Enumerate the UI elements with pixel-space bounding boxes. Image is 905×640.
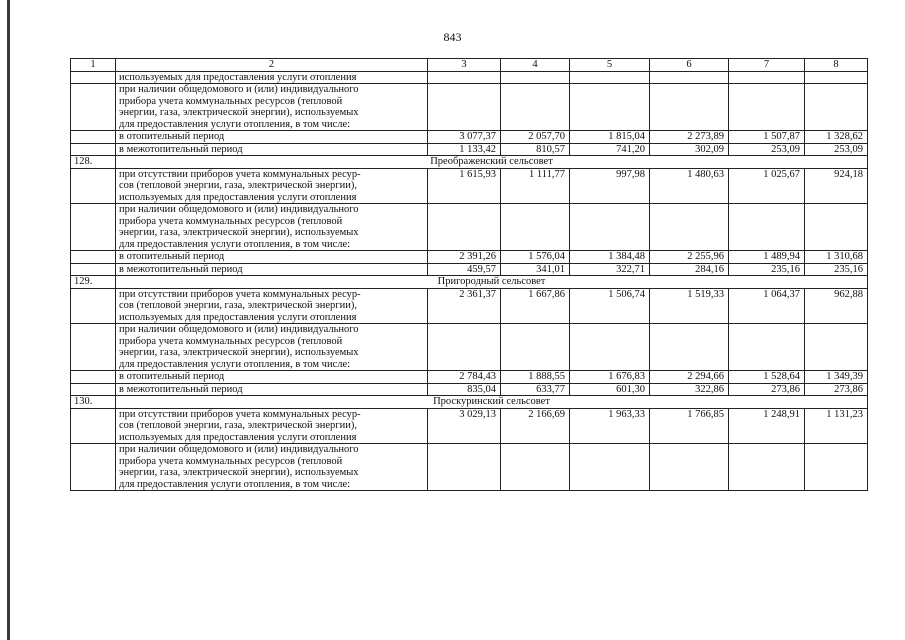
value-cell (428, 444, 501, 491)
value-cell: 1 025,67 (729, 168, 805, 204)
value-cell: 924,18 (805, 168, 868, 204)
value-cell: 273,86 (805, 383, 868, 396)
value-cell: 2 057,70 (501, 131, 570, 144)
value-cell: 2 273,89 (650, 131, 729, 144)
col-header-5: 5 (570, 59, 650, 72)
value-cell: 322,71 (570, 263, 650, 276)
table-body (71, 59, 868, 491)
value-cell: 1 576,04 (501, 251, 570, 264)
section-title: Преображенский сельсовет (116, 156, 868, 169)
value-cell: 1 615,93 (428, 168, 501, 204)
row-description: при наличии общедомового и (или) индивидуального прибора учета коммунальных ресурсов (тепловой энергии, газа, электрической энергии), используемых для предоставления услуги отопления, в том числе: (116, 84, 428, 131)
value-cell: 341,01 (501, 263, 570, 276)
value-cell (805, 84, 868, 131)
col-header-4: 4 (501, 59, 570, 72)
row-number-cell (71, 143, 116, 156)
value-cell: 741,20 (570, 143, 650, 156)
value-cell (570, 84, 650, 131)
row-description: в отопительный период (116, 371, 428, 384)
table-row (71, 288, 868, 324)
value-cell (650, 84, 729, 131)
row-description: при отсутствии приборов учета коммунальных ресур- сов (тепловой энергии, газа, электрической энергии), используемых для предоставления услуги отопления (116, 168, 428, 204)
value-cell: 1 328,62 (805, 131, 868, 144)
table-row (71, 168, 868, 204)
value-cell (805, 444, 868, 491)
scan-left-edge (7, 0, 10, 640)
value-cell (428, 324, 501, 371)
value-cell (729, 71, 805, 84)
section-number: 129. (71, 276, 116, 289)
table-row (71, 444, 868, 491)
table-row (71, 324, 868, 371)
row-number-cell (71, 263, 116, 276)
value-cell: 1 384,48 (570, 251, 650, 264)
value-cell: 322,86 (650, 383, 729, 396)
value-cell: 997,98 (570, 168, 650, 204)
value-cell: 962,88 (805, 288, 868, 324)
value-cell (650, 324, 729, 371)
section-row (71, 396, 868, 409)
value-cell: 1 064,37 (729, 288, 805, 324)
table-row (71, 251, 868, 264)
value-cell: 1 528,64 (729, 371, 805, 384)
row-description: в межотопительный период (116, 263, 428, 276)
value-cell: 1 676,83 (570, 371, 650, 384)
row-description: в межотопительный период (116, 383, 428, 396)
value-cell (650, 444, 729, 491)
col-header-7: 7 (729, 59, 805, 72)
value-cell: 2 294,66 (650, 371, 729, 384)
value-cell (729, 444, 805, 491)
table-row (71, 408, 868, 444)
row-description: при отсутствии приборов учета коммунальных ресур- сов (тепловой энергии, газа, электрической энергии), используемых для предоставления услуги отопления (116, 408, 428, 444)
value-cell (650, 204, 729, 251)
section-title: Проскуринский сельсовет (116, 396, 868, 409)
value-cell: 1 489,94 (729, 251, 805, 264)
value-cell (501, 324, 570, 371)
value-cell: 2 166,69 (501, 408, 570, 444)
value-cell: 1 133,42 (428, 143, 501, 156)
row-number-cell (71, 71, 116, 84)
row-number-cell (71, 204, 116, 251)
row-description: при наличии общедомового и (или) индивидуального прибора учета коммунальных ресурсов (тепловой энергии, газа, электрической энергии), используемых для предоставления услуги отопления, в том числе: (116, 324, 428, 371)
value-cell (428, 71, 501, 84)
table-row (71, 371, 868, 384)
row-number-cell (71, 371, 116, 384)
row-number-cell (71, 131, 116, 144)
section-number: 128. (71, 156, 116, 169)
value-cell (729, 204, 805, 251)
row-number-cell (71, 408, 116, 444)
value-cell: 2 255,96 (650, 251, 729, 264)
value-cell: 302,09 (650, 143, 729, 156)
value-cell: 273,86 (729, 383, 805, 396)
table-row (71, 71, 868, 84)
value-cell (805, 71, 868, 84)
section-row (71, 276, 868, 289)
row-description: при наличии общедомового и (или) индивидуального прибора учета коммунальных ресурсов (тепловой энергии, газа, электрической энергии), используемых для предоставления услуги отопления, в том числе: (116, 444, 428, 491)
value-cell: 459,57 (428, 263, 501, 276)
value-cell (729, 84, 805, 131)
value-cell: 1 766,85 (650, 408, 729, 444)
value-cell (650, 71, 729, 84)
table-row (71, 84, 868, 131)
value-cell: 1 506,74 (570, 288, 650, 324)
row-number-cell (71, 168, 116, 204)
value-cell (501, 84, 570, 131)
col-header-1: 1 (71, 59, 116, 72)
value-cell: 3 077,37 (428, 131, 501, 144)
value-cell: 601,30 (570, 383, 650, 396)
value-cell: 253,09 (729, 143, 805, 156)
table-row (71, 263, 868, 276)
row-number-cell (71, 288, 116, 324)
value-cell (570, 444, 650, 491)
value-cell (428, 204, 501, 251)
value-cell: 1 888,55 (501, 371, 570, 384)
value-cell (729, 324, 805, 371)
value-cell: 1 310,68 (805, 251, 868, 264)
page-number: 843 (443, 30, 462, 44)
table-row (71, 143, 868, 156)
row-description: в межотопительный период (116, 143, 428, 156)
value-cell: 1 507,87 (729, 131, 805, 144)
value-cell: 633,77 (501, 383, 570, 396)
value-cell (501, 204, 570, 251)
value-cell: 1 519,33 (650, 288, 729, 324)
value-cell: 835,04 (428, 383, 501, 396)
col-header-8: 8 (805, 59, 868, 72)
row-description: при наличии общедомового и (или) индивидуального прибора учета коммунальных ресурсов (тепловой энергии, газа, электрической энергии), используемых для предоставления услуги отопления, в том числе: (116, 204, 428, 251)
table-row (71, 131, 868, 144)
value-cell (570, 204, 650, 251)
value-cell: 2 361,37 (428, 288, 501, 324)
value-cell: 810,57 (501, 143, 570, 156)
row-number-cell (71, 383, 116, 396)
section-row (71, 156, 868, 169)
section-title: Пригородный сельсовет (116, 276, 868, 289)
value-cell: 1 111,77 (501, 168, 570, 204)
table-row (71, 204, 868, 251)
value-cell (570, 324, 650, 371)
row-description: при отсутствии приборов учета коммунальных ресур- сов (тепловой энергии, газа, электрической энергии), используемых для предоставления услуги отопления (116, 288, 428, 324)
value-cell: 1 963,33 (570, 408, 650, 444)
value-cell: 253,09 (805, 143, 868, 156)
value-cell: 1 248,91 (729, 408, 805, 444)
value-cell: 1 815,04 (570, 131, 650, 144)
value-cell: 2 391,26 (428, 251, 501, 264)
value-cell: 284,16 (650, 263, 729, 276)
value-cell: 1 131,23 (805, 408, 868, 444)
col-header-6: 6 (650, 59, 729, 72)
value-cell (805, 324, 868, 371)
section-number: 130. (71, 396, 116, 409)
row-number-cell (71, 251, 116, 264)
value-cell: 2 784,43 (428, 371, 501, 384)
table-row (71, 383, 868, 396)
value-cell (501, 71, 570, 84)
value-cell: 1 667,86 (501, 288, 570, 324)
value-cell: 1 349,39 (805, 371, 868, 384)
col-header-3: 3 (428, 59, 501, 72)
value-cell (805, 204, 868, 251)
value-cell (428, 84, 501, 131)
row-number-cell (71, 324, 116, 371)
row-description: в отопительный период (116, 251, 428, 264)
value-cell: 1 480,63 (650, 168, 729, 204)
header-row (71, 59, 868, 72)
row-number-cell (71, 84, 116, 131)
col-header-2: 2 (116, 59, 428, 72)
value-cell: 3 029,13 (428, 408, 501, 444)
row-number-cell (71, 444, 116, 491)
value-cell: 235,16 (729, 263, 805, 276)
value-cell: 235,16 (805, 263, 868, 276)
row-description: используемых для предоставления услуги отопления (116, 71, 428, 84)
value-cell (501, 444, 570, 491)
tariff-table (70, 58, 868, 491)
row-description: в отопительный период (116, 131, 428, 144)
value-cell (570, 71, 650, 84)
